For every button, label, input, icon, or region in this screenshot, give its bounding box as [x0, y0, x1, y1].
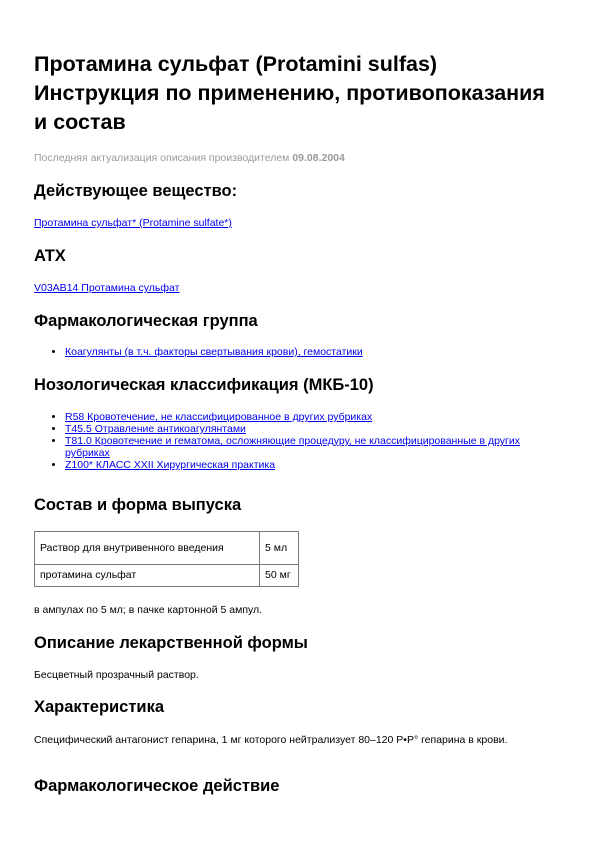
- active-substance-link[interactable]: Протамина сульфат* (Protamine sulfate*): [34, 217, 232, 229]
- table-row: [35, 565, 299, 587]
- heading-form-description: Описание лекарственной формы: [34, 634, 308, 652]
- composition-value-cell: 50 мг: [260, 565, 299, 587]
- list-item: [65, 459, 564, 471]
- list-item: [65, 411, 564, 423]
- pharm-group-list: [34, 346, 564, 358]
- heading-composition: Состав и форма выпуска: [34, 496, 242, 514]
- heading-atc: ATX: [34, 247, 66, 265]
- composition-value-cell: 5 мл: [260, 532, 299, 565]
- last-updated-label: Последняя актуализация описания производителем: [34, 152, 290, 164]
- composition-name-cell: протамина сульфат: [35, 565, 260, 587]
- last-updated-date: 09.08.2004: [292, 152, 345, 164]
- composition-table: [34, 531, 299, 587]
- list-item: [65, 423, 564, 435]
- icd-link[interactable]: Z100* КЛАСС XXII Хирургическая практика: [65, 459, 276, 471]
- icd-link[interactable]: R58 Кровотечение, не классифицированное в других рубриках: [65, 411, 373, 423]
- icd-link[interactable]: T45.5 Отравление антикоагулянтами: [65, 423, 246, 435]
- list-item: [65, 346, 564, 358]
- heading-pharm-action: Фармакологическое действие: [34, 777, 280, 795]
- atc-link[interactable]: V03AB14 Протамина сульфат: [34, 282, 180, 294]
- heading-characteristic: Характеристика: [34, 698, 165, 716]
- pharm-group-link[interactable]: Коагулянты (в т.ч. факторы свертывания крови), гемостатики: [65, 346, 363, 358]
- icd-list: [34, 411, 564, 471]
- icd-link[interactable]: T81.0 Кровотечение и гематома, осложняющие процедуру, не классифицированные в других рубриках: [65, 435, 521, 459]
- heading-icd: Нозологическая классификация (МКБ-10): [34, 376, 374, 394]
- composition-note: в ампулах по 5 мл; в пачке картонной 5 ампул.: [34, 604, 263, 616]
- heading-active-substance: Действующее вещество:: [34, 182, 238, 200]
- table-row: [35, 532, 299, 565]
- characteristic-text: Специфический антагонист гепарина, 1 мг которого нейтрализует 80–120 Р•Р° гепарина в крови.: [34, 734, 508, 746]
- heading-pharm-group: Фармакологическая группа: [34, 312, 258, 330]
- last-updated: [34, 152, 345, 164]
- form-description-text: Бесцветный прозрачный раствор.: [34, 669, 199, 681]
- composition-name-cell: Раствор для внутривенного введения: [35, 532, 260, 565]
- page-title: Протамина сульфат (Protamini sulfas) Инструкция по применению, противопоказания и состав: [34, 52, 545, 134]
- list-item: [65, 435, 564, 459]
